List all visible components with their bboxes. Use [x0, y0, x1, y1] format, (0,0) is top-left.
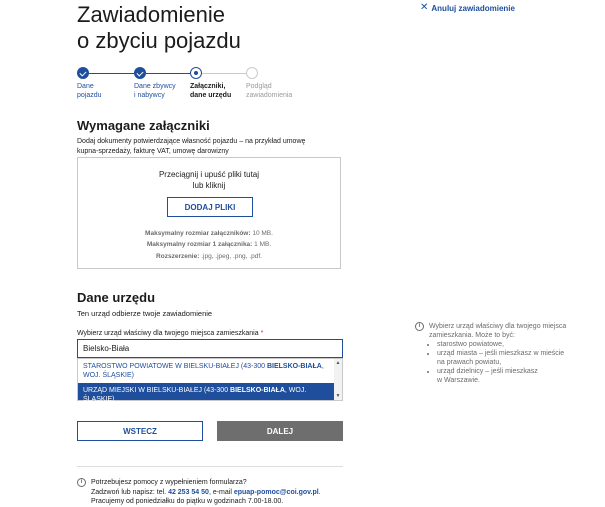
page-title	[77, 2, 241, 54]
office-suggestions-list	[77, 358, 343, 401]
next-button[interactable]: DALEJ	[217, 421, 343, 441]
max-total-size-info: Maksymalny rozmiar załączników: 10 MB.	[145, 230, 273, 237]
contact-help: Potrzebujesz pomocy z wypełnieniem formularza? Zadzwoń lub napisz: tel. 42 253 54 50, e-mail epuap-pomoc@coi.gov.pl. Pracujemy od poniedziałku do piątku w godzinach 7.00-18.00.	[91, 479, 321, 505]
office-search-input[interactable]	[77, 339, 343, 358]
help-item: • urząd dzielnicy – jeśli mieszkasz w Warszawie.	[437, 367, 575, 385]
step-3-current-icon	[190, 67, 202, 79]
close-icon: ✕	[420, 2, 429, 13]
info-icon: i	[77, 478, 86, 487]
info-icon: i	[415, 322, 424, 331]
office-option-urzad-miejski[interactable]: URZĄD MIEJSKI W BIELSKU-BIAŁEJ (43-300 BIELSKO-BIAŁA, WOJ. ŚLĄSKIE)	[78, 383, 335, 400]
progress-stepper	[77, 67, 317, 107]
office-option-starostwo[interactable]: STAROSTWO POWIATOWE W BIELSKU-BIAŁEJ (43-300 BIELSKO-BIAŁA, WOJ. ŚLĄSKIE)	[78, 359, 335, 383]
office-help-box: i Wybierz urząd właściwy dla twojego miejsca zamieszkania. Może to być: • starostwo powiatowe, • urząd miasta – jeśli mieszkasz w mieście na prawach powiatu, • urząd dzielnicy – jeśli mieszkasz w Warszawie.	[415, 322, 575, 385]
page-title-line2: o zbyciu pojazdu	[77, 28, 241, 53]
attachments-heading: Wymagane załączniki	[77, 118, 210, 133]
page-title-line1: Zawiadomienie	[77, 2, 225, 27]
cancel-notification-label: Anuluj zawiadomienie	[431, 3, 515, 13]
file-dropzone[interactable]	[77, 157, 341, 269]
phone-link[interactable]: 42 253 54 50	[168, 488, 209, 496]
step-1-label[interactable]: Dane pojazdu	[77, 83, 102, 99]
max-single-size-info: Maksymalny rozmiar 1 załącznika: 1 MB.	[146, 241, 272, 248]
step-4-pending-icon	[246, 67, 258, 79]
office-heading: Dane urzędu	[77, 290, 156, 305]
scroll-down-icon[interactable]: ▼	[335, 393, 341, 399]
office-field-label: Wybierz urząd właściwy dla twojego miejsca zamieszkania *	[77, 330, 264, 337]
attachments-description: Dodaj dokumenty potwierdzające własność pojazdu – na przykład umowę kupna-sprzedaży, fakturę VAT, umowę darowizny	[77, 138, 306, 155]
help-item: • starostwo powiatowe,	[437, 340, 575, 349]
stepper-connector	[195, 73, 251, 74]
step-2-check-icon[interactable]	[134, 67, 146, 79]
help-item: • urząd miasta – jeśli mieszkasz w mieście na prawach powiatu,	[437, 349, 575, 367]
stepper-connector	[83, 73, 139, 74]
suggestions-scrollbar[interactable]	[334, 359, 342, 400]
step-3-label: Załączniki, dane urzędu	[190, 83, 232, 99]
office-subtitle: Ten urząd odbierze twoje zawiadomienie	[77, 309, 213, 318]
email-link[interactable]: epuap-pomoc@coi.gov.pl	[233, 488, 319, 496]
cancel-notification-link[interactable]	[420, 3, 515, 13]
back-button[interactable]: WSTECZ	[77, 421, 203, 441]
dropzone-instruction: Przeciągnij i upuść pliki tutaj lub kliknij	[158, 170, 260, 190]
step-2-label[interactable]: Dane zbywcy i nabywcy	[134, 83, 176, 99]
stepper-connector	[139, 73, 195, 74]
step-1-check-icon[interactable]	[77, 67, 89, 79]
step-4-label: Podgląd zawiadomienia	[246, 83, 293, 99]
add-files-button[interactable]: DODAJ PLIKI	[167, 197, 253, 217]
divider	[77, 466, 343, 467]
allowed-extensions-info: Rozszerzenie: .jpg, .jpeg, .png, .pdf.	[156, 253, 262, 260]
scroll-up-icon[interactable]: ▲	[335, 360, 341, 366]
